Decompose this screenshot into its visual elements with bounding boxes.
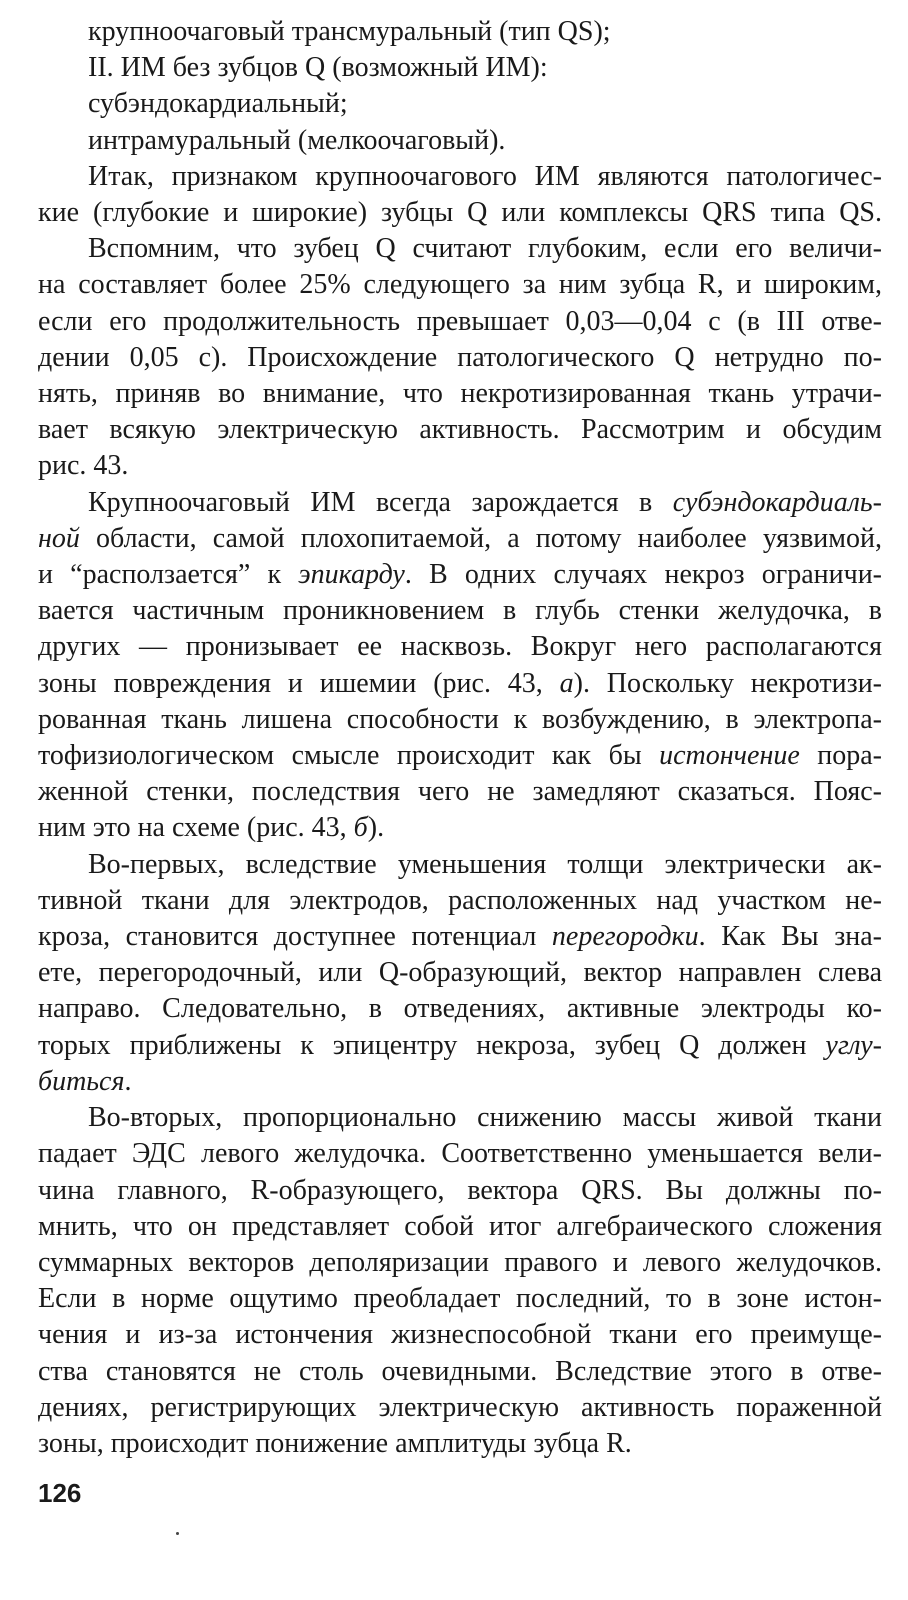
text-line: вается частичным проникновением в глубь стенки желудочка, в — [38, 595, 882, 627]
page-number: 126 — [38, 1478, 82, 1508]
text-line: ним это на схеме (рис. 43, б). — [38, 812, 385, 844]
text-line: чина главного, R-образующего, вектора QRS. Вы должны по- — [38, 1174, 882, 1206]
text-line: и “расползается” к эпикарду. В одних случаях некроз ограничи- — [38, 559, 882, 591]
text-line: рис. 43. — [38, 450, 129, 482]
paragraph-5 — [38, 1100, 882, 1462]
text-line: рованная ткань лишена способности к возбуждению, в электропа- — [38, 703, 882, 735]
text-line: направо. Следовательно, в отведениях, активные электроды ко- — [38, 993, 882, 1025]
text-line: других — пронизывает ее насквозь. Вокруг него располагаются — [38, 631, 882, 663]
text-line: ства становятся не столь очевидными. Вследствие этого в отве- — [38, 1355, 882, 1387]
body-text — [38, 14, 882, 1462]
list-item: интрамуральный (мелкоочаговый). — [88, 124, 506, 156]
text-line: Вспомним, что зубец Q считают глубоким, если его величи- — [88, 233, 882, 265]
text-line: зоны, происходит понижение амплитуды зубца R. — [38, 1427, 632, 1459]
paragraph-2 — [38, 231, 882, 484]
text-line: дениях, регистрирующих электрическую активность пораженной — [38, 1391, 882, 1423]
text-line: нять, приняв во внимание, что некротизированная ткань утрачи- — [38, 378, 882, 410]
text-line: Крупноочаговый ИМ всегда зарождается в субэндокардиаль- — [88, 486, 882, 518]
text-line: падает ЭДС левого желудочка. Соответственно уменьшается вели- — [38, 1138, 882, 1170]
italic-term: ной — [38, 522, 80, 554]
italic-term: а — [559, 667, 574, 699]
text-line: зоны повреждения и ишемии (рис. 43, а). Поскольку некротизи- — [38, 667, 882, 699]
italic-term: перегородки — [551, 921, 699, 953]
text-line: суммарных векторов деполяризации правого и левого желудочков. — [38, 1246, 882, 1278]
classification-list — [38, 14, 882, 159]
paragraph-1 — [38, 159, 882, 231]
italic-term: б — [353, 812, 368, 844]
italic-term: биться — [38, 1065, 125, 1097]
text-line: на составляет более 25% следующего за ним зубца R, и широким, — [38, 269, 882, 301]
text-line: ете, перегородочный, или Q-образующий, вектор направлен слева — [38, 957, 882, 989]
paragraph-4 — [38, 847, 882, 1100]
text-line: кроза, становится доступнее потенциал перегородки. Как Вы зна- — [38, 921, 882, 953]
list-item: субэндокардиальный; — [88, 88, 348, 120]
ink-speck — [176, 1532, 179, 1535]
text-line: тивной ткани для электродов, расположенных над участком не- — [38, 884, 882, 916]
text-line: тофизиологическом смысле происходит как бы истончение пора- — [38, 740, 882, 772]
text-line: ной области, самой плохопитаемой, а потому наиболее уязвимой, — [38, 522, 882, 554]
text-line: биться. — [38, 1065, 132, 1097]
text-line: чения и из-за истончения жизнеспособной ткани его преимуще- — [38, 1319, 882, 1351]
italic-term: субэндокардиаль- — [672, 486, 882, 518]
text-line: торых приближены к эпицентру некроза, зубец Q должен углу- — [38, 1029, 882, 1061]
text-line: Во-вторых, пропорционально снижению массы живой ткани — [88, 1102, 882, 1134]
list-item: II. ИМ без зубцов Q (возможный ИМ): — [88, 52, 548, 84]
list-item: крупноочаговый трансмуральный (тип QS); — [88, 16, 611, 47]
text-line: Во-первых, вследствие уменьшения толщи электрически ак- — [88, 848, 882, 880]
text-line: мнить, что он представляет собой итог алгебраического сложения — [38, 1210, 882, 1242]
text-line: дении 0,05 с). Происхождение патологического Q нетрудно по- — [38, 341, 882, 373]
text-line: вает всякую электрическую активность. Рассмотрим и обсудим — [38, 414, 882, 446]
text-line: Итак, признаком крупноочагового ИМ являются патологичес- — [88, 160, 882, 192]
text-line: кие (глубокие и широкие) зубцы Q или комплексы QRS типа QS. — [38, 197, 882, 229]
text-line: Если в норме ощутимо преобладает последний, то в зоне истон- — [38, 1283, 882, 1315]
text-line: если его продолжительность превышает 0,03—0,04 с (в III отве- — [38, 305, 882, 337]
text-line: женной стенки, последствия чего не замедляют сказаться. Пояс- — [38, 776, 882, 808]
italic-term: углу- — [825, 1029, 882, 1061]
italic-term: эпикарду — [298, 559, 405, 591]
italic-term: истончение — [659, 740, 800, 772]
paragraph-3 — [38, 485, 882, 847]
